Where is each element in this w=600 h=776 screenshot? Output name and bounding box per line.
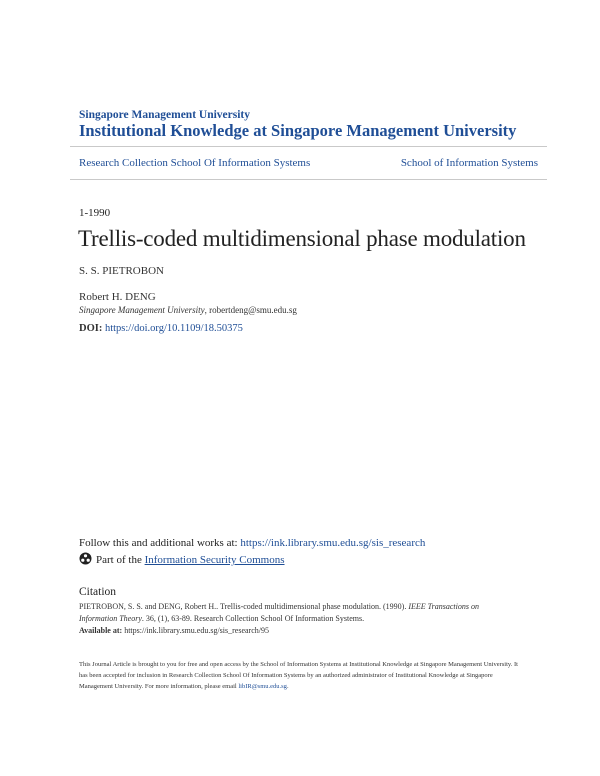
collection-link[interactable]: Research Collection School Of Information Systems: [79, 157, 311, 169]
sis-research-link[interactable]: https://ink.library.smu.edu.sg/sis_research: [240, 537, 426, 549]
commons-link[interactable]: Information Security Commons: [144, 554, 285, 566]
citation-text: PIETROBON, S. S. and DENG, Robert H.. Trellis-coded multidimensional phase modulation. (1990).: [79, 602, 409, 611]
footer-end: .: [286, 683, 289, 691]
citation-details: . 36, (1), 63-89. Research Collection School Of Information Systems.: [141, 614, 365, 623]
part-of-text: Part of the: [96, 554, 145, 566]
divider-top: [70, 146, 547, 147]
citation-journal: IEEE Transactions on Information Theory: [79, 602, 479, 623]
author-1: S. S. PIETROBON: [79, 265, 164, 277]
article-title: Trellis-coded multidimensional phase modulation: [78, 226, 526, 251]
author-affiliation: [79, 305, 297, 315]
footer-text: This Journal Article is brought to you for free and open access by the School of Information Systems at Institutional Knowledge at Singapore Management University. It has been accepted for inclusion in Research Collection School Of Information Systems by an authorized administrator of Institutional Knowledge at Singapore Management University. For more information, please email: [79, 661, 518, 691]
footer-email-link[interactable]: libIR@smu.edu.sg: [238, 683, 287, 691]
affiliation-name: Singapore Management University: [79, 305, 205, 315]
doi-label: DOI:: [79, 323, 103, 334]
follow-text: Follow this and additional works at:: [79, 537, 241, 549]
doi-link[interactable]: https://doi.org/10.1109/18.50375: [104, 323, 243, 334]
divider-bottom: [70, 179, 547, 180]
footer-notice: [79, 659, 519, 693]
citation-heading: Citation: [79, 586, 117, 598]
citation-body: [79, 601, 499, 637]
repository-name[interactable]: Institutional Knowledge at Singapore Management University: [79, 121, 517, 140]
publication-date: 1-1990: [79, 207, 111, 219]
follow-line: [79, 537, 425, 549]
university-name[interactable]: Singapore Management University: [79, 109, 251, 121]
part-of-line: [79, 552, 285, 568]
available-url: https://ink.library.smu.edu.sg/sis_research/95: [122, 626, 269, 635]
school-link[interactable]: School of Information Systems: [400, 157, 538, 169]
commons-network-icon: [79, 552, 92, 568]
author-2: Robert H. DENG: [79, 291, 156, 303]
available-label: Available at:: [79, 626, 123, 635]
doi-line: [79, 323, 243, 334]
author-email: , robertdeng@smu.edu.sg: [204, 305, 297, 315]
